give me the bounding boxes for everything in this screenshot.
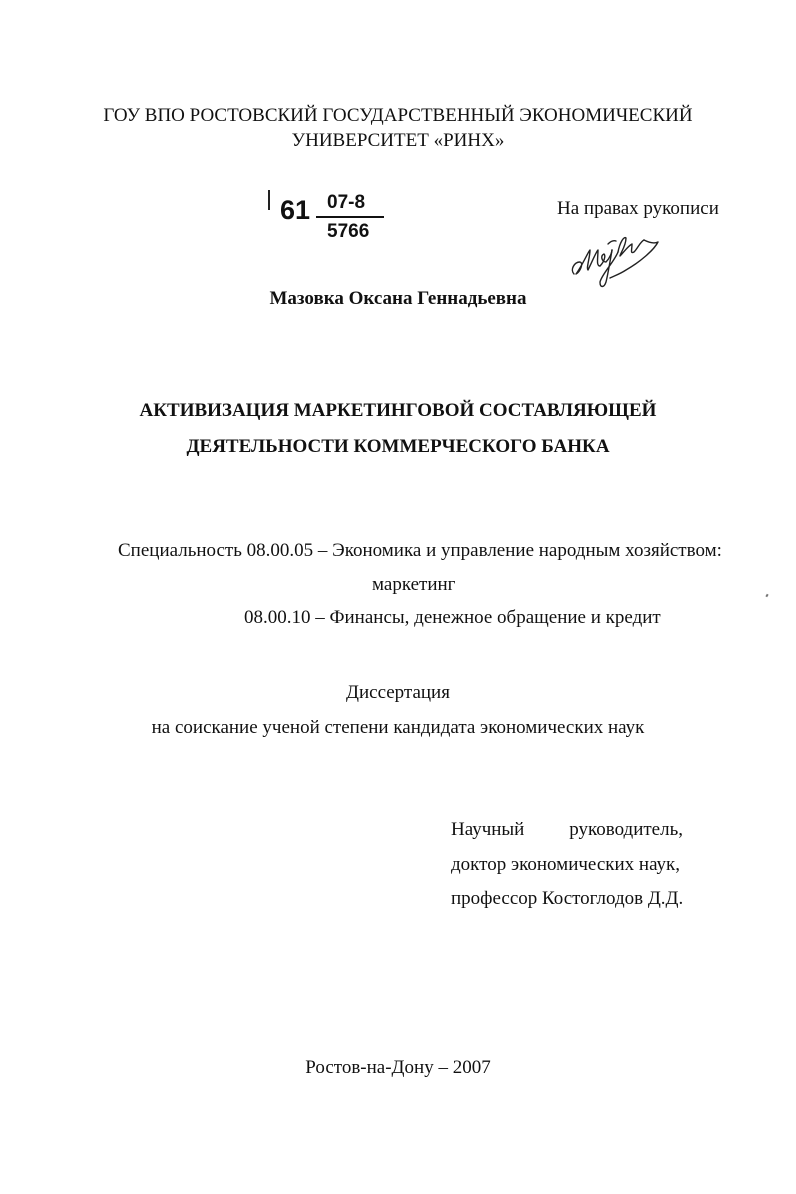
university-name-line-1: ГОУ ВПО РОСТОВСКИЙ ГОСУДАРСТВЕННЫЙ ЭКОНОМИЧЕСКИЙ: [103, 105, 693, 126]
specialty-line-1: Специальность 08.00.05 – Экономика и управление народным хозяйством:: [118, 540, 722, 561]
supervisor-degree: доктор экономических наук,: [451, 854, 681, 875]
stamp-fraction-line: [316, 216, 384, 218]
dissertation-title-line-1: АКТИВИЗАЦИЯ МАРКЕТИНГОВОЙ СОСТАВЛЯЮЩЕЙ: [139, 400, 657, 421]
stamp-denominator: 5766: [327, 221, 370, 242]
scan-speck: [765, 594, 768, 598]
degree-purpose: на соискание ученой степени кандидата экономических наук: [151, 717, 645, 738]
supervisor-name: профессор Костоглодов Д.Д.: [451, 888, 684, 909]
supervisor-role-word-2: руководитель,: [569, 819, 683, 840]
specialty-line-2: 08.00.10 – Финансы, денежное обращение и кредит: [244, 607, 661, 628]
city-year: Ростов-на-Дону – 2007: [305, 1057, 491, 1078]
supervisor-role-word-1: Научный: [451, 819, 525, 840]
author-name: Мазовка Оксана Геннадьевна: [269, 288, 527, 309]
dissertation-label: Диссертация: [346, 682, 450, 703]
stamp-mark: [268, 190, 270, 210]
specialty-line-1-continuation: маркетинг: [372, 574, 456, 595]
university-name-line-2: УНИВЕРСИТЕТ «РИНХ»: [291, 130, 505, 151]
stamp-numerator: 07-8: [327, 192, 366, 213]
handwritten-signature: [560, 222, 670, 292]
manuscript-rights-label: На правах рукописи: [557, 198, 719, 219]
supervisor-role: [451, 818, 683, 842]
stamp-prefix: 61: [280, 195, 311, 225]
dissertation-title-line-2: ДЕЯТЕЛЬНОСТИ КОММЕРЧЕСКОГО БАНКА: [186, 436, 610, 457]
